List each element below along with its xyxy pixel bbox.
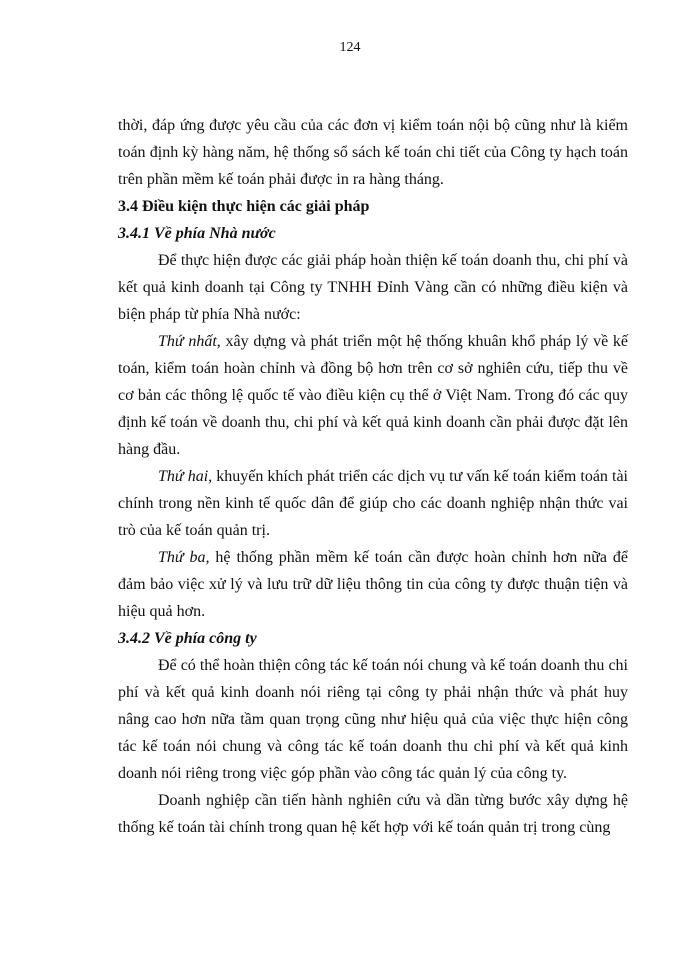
subsection-heading-3-4-1: 3.4.1 Về phía Nhà nước xyxy=(118,225,276,242)
lead-phrase-first: Thứ nhất xyxy=(158,333,217,350)
page-number: 124 xyxy=(339,40,361,55)
paragraph-first-text: , xây dựng và phát triển một hệ thống khuân khổ pháp lý về kế toán, kiểm toán hoàn chỉnh và đồng bộ hơn trên cơ sở nghiên cứu, tiếp thu về cơ bản các thông lệ quốc tế vào điều kiện cụ thể ở Việt Nam. Trong đó các quy định kế toán về doanh thu, chi phí và kết quả kinh doanh cần phải được đặt lên hàng đầu. xyxy=(118,333,628,458)
paragraph-second-text: khuyến khích phát triển các dịch vụ tư vấn kế toán kiểm toán tài chính trong nền kinh tế quốc dân để giúp cho các doanh nghiệp nhận thức vai trò của kế toán quản trị. xyxy=(118,468,629,539)
lead-phrase-third: Thứ ba, xyxy=(158,549,210,566)
section-heading-3-4: 3.4 Điều kiện thực hiện các giải pháp xyxy=(118,198,370,215)
paragraph-state-intro: Để thực hiện được các giải pháp hoàn thiện kế toán doanh thu, chi phí và kết quả kinh doanh tại Công ty TNHH Đỉnh Vàng cần có những điều kiện và biện pháp từ phía Nhà nước: xyxy=(118,252,628,323)
paragraph-continuation: thời, đáp ứng được yêu cầu của các đơn vị kiểm toán nội bộ cũng như là kiểm toán định kỳ hàng năm, hệ thống sổ sách kế toán chi tiết của Công ty hạch toán trên phần mềm kế toán phải được in ra hàng tháng. xyxy=(118,117,628,188)
subsection-heading-3-4-2: 3.4.2 Về phía công ty xyxy=(118,630,257,647)
paragraph-first-measure xyxy=(118,328,628,463)
paragraph-company-intro: Để có thể hoàn thiện công tác kế toán nói chung và kế toán doanh thu chi phí và kết quả kinh doanh nói riêng tại công ty phải nhận thức và phát huy nâng cao hơn nữa tầm quan trọng cũng như hiệu quả của việc thực hiện công tác kế toán nói chung và công tác kế toán doanh thu chi phí và kết quả kinh doanh nói riêng trong việc góp phần vào công tác quản lý của công ty. xyxy=(118,657,628,782)
paragraph-third-measure xyxy=(118,544,628,625)
lead-phrase-second: Thứ hai, xyxy=(158,468,213,485)
paragraph-third-text: hệ thống phần mềm kế toán cần được hoàn chỉnh hơn nữa để đảm bảo việc xử lý và lưu trữ dữ liệu thông tin của công ty được thuận tiện và hiệu quả hơn. xyxy=(118,549,628,620)
paragraph-company-research: Doanh nghiệp cần tiến hành nghiên cứu và dần từng bước xây dựng hệ thống kế toán tài chính trong quan hệ kết hợp với kế toán quản trị trong cùng xyxy=(118,792,628,836)
document-body xyxy=(118,112,628,841)
paragraph-second-measure xyxy=(118,463,628,544)
